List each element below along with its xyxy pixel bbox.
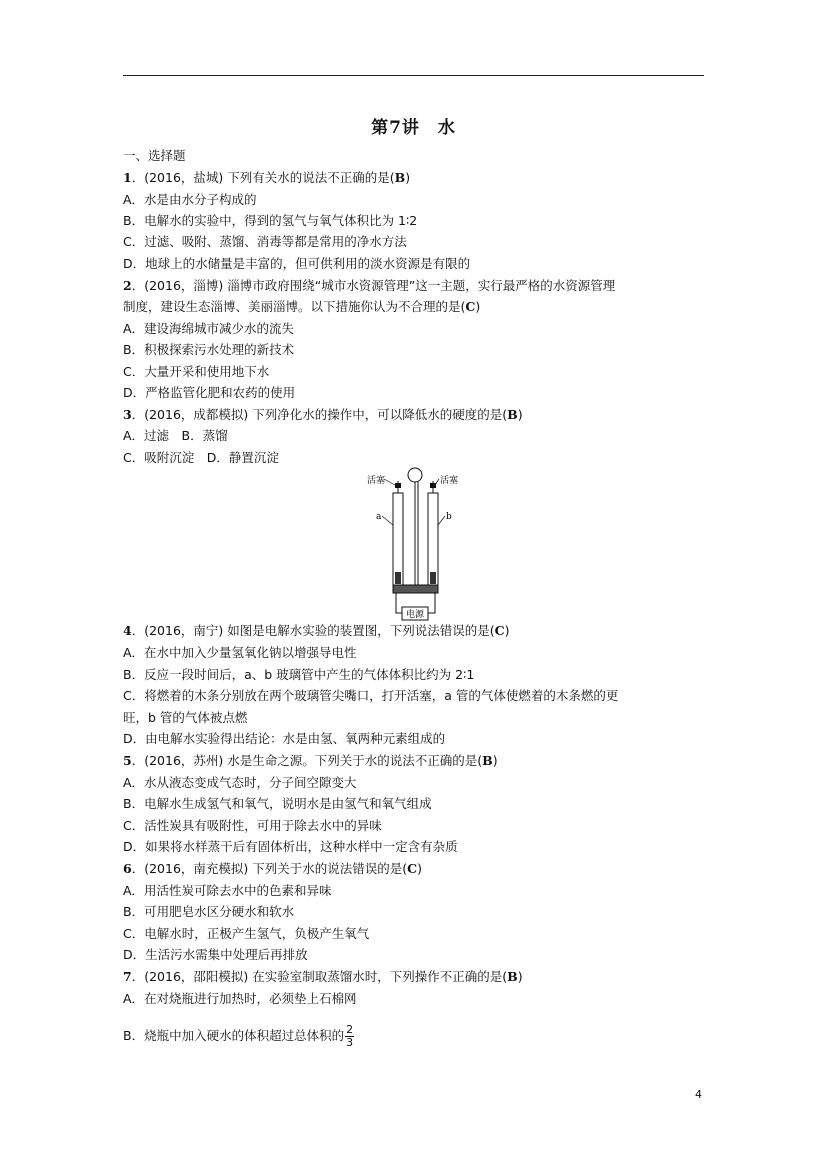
reservoir-bulb <box>408 468 422 482</box>
question-4-option-c-cont: 旺，b 管的气体被点燃 <box>123 710 248 725</box>
question-1-stem: 1．(2016，盐城) 下列有关水的说法不正确的是(B) <box>123 170 411 185</box>
question-5-option-a: A．水从液态变成气态时，分子间空隙变大 <box>123 775 357 790</box>
question-5-option-b: B．电解水生成氢气和氧气，说明水是由氢气和氧气组成 <box>123 796 432 811</box>
question-6-option-d: D．生活污水需集中处理后再排放 <box>123 947 308 962</box>
question-6-answer: C <box>407 861 418 876</box>
bottom-connector <box>393 585 438 593</box>
question-6-option-b: B．可用肥皂水区分硬水和软水 <box>123 904 295 919</box>
question-3-answer: B <box>507 407 518 422</box>
question-3-stem: 3．(2016，成都模拟) 下列净化水的操作中，可以降低水的硬度的是(B) <box>123 407 523 422</box>
question-2-option-b: B．积极探索污水处理的新技术 <box>123 342 295 357</box>
electrolysis-apparatus-figure <box>360 467 470 624</box>
question-5-option-d: D．如果将水样蒸干后有固体析出，这种水样中一定含有杂质 <box>123 839 458 854</box>
question-4-option-d: D．由电解水实验得出结论：水是由氢、氧两种元素组成的 <box>123 731 446 746</box>
fraction-two-thirds: $\frac{2}{3}$ <box>346 1023 354 1049</box>
question-2-stem: 2．(2016，淄博) 淄博市政府围绕“城市水资源管理”这一主题，实行最严格的水资源管理 <box>123 278 616 293</box>
question-2-option-c: C．大量开采和使用地下水 <box>123 364 270 379</box>
question-6-stem: 6．(2016，南充模拟) 下列关于水的说法错误的是(C) <box>123 861 422 876</box>
question-5-stem: 5．(2016，苏州) 水是生命之源。下列关于水的说法不正确的是(B) <box>123 753 498 768</box>
header-rule <box>123 75 704 76</box>
question-4-option-a: A．在水中加入少量氢氧化钠以增强导电性 <box>123 645 357 660</box>
question-1-option-d: D．地球上的水储量是丰富的，但可供利用的淡水资源是有限的 <box>123 256 471 271</box>
question-5-answer: B <box>482 753 493 768</box>
question-5-option-c: C．活性炭具有吸附性，可用于除去水中的异味 <box>123 818 382 833</box>
question-2-answer: C <box>465 299 476 314</box>
question-1-option-a: A．水是由水分子构成的 <box>123 192 257 207</box>
section-heading: 一、选择题 <box>123 148 186 163</box>
question-7-option-b: B．烧瓶中加入硬水的体积超过总体积的 $\frac{2}{3}$ <box>123 1023 354 1049</box>
tube-b-label: b <box>446 512 452 522</box>
page-number: 4 <box>695 1088 702 1101</box>
electrode-right <box>430 572 436 584</box>
question-4-option-c: C．将燃着的木条分别放在两个玻璃管尖嘴口，打开活塞，a 管的气体使燃着的木条燃的更 <box>123 688 619 703</box>
tube-a-label: a <box>376 512 382 522</box>
valve-left-label: 活塞 <box>367 476 386 486</box>
valve-left <box>395 483 401 488</box>
valve-right-label: 活塞 <box>440 476 459 486</box>
question-3-option-cd: C．吸附沉淀 D．静置沉淀 <box>123 450 279 465</box>
question-4-answer: C <box>494 623 505 638</box>
question-2-stem-cont: 制度，建设生态淄博、美丽淄博。以下措施你认为不合理的是(C) <box>123 299 481 314</box>
question-4-option-b: B．反应一段时间后，a、b 玻璃管中产生的气体体积比约为 2∶1 <box>123 667 475 682</box>
valve-right <box>430 483 436 488</box>
question-1-option-b: B．电解水的实验中，得到的氢气与氧气体积比为 1∶2 <box>123 213 418 228</box>
question-2-option-a: A．建设海绵城市减少水的流失 <box>123 321 295 336</box>
power-label: 电源 <box>405 610 425 620</box>
question-6-option-c: C．电解水时，正极产生氢气，负极产生氧气 <box>123 926 370 941</box>
question-7-option-a: A．在对烧瓶进行加热时，必须垫上石棉网 <box>123 991 357 1006</box>
question-7-stem: 7．(2016，邵阳模拟) 在实验室制取蒸馏水时，下列操作不正确的是(B) <box>123 969 523 984</box>
question-1-answer: B <box>394 170 406 185</box>
question-6-option-a: A．用活性炭可除去水中的色素和异味 <box>123 883 332 898</box>
question-3-option-ab: A．过滤 B．蒸馏 <box>123 428 228 443</box>
page-title: 第7讲 水 <box>371 118 456 138</box>
question-1-option-c: C．过滤、吸附、蒸馏、消毒等都是常用的净水方法 <box>123 234 407 249</box>
question-2-option-d: D．严格监管化肥和农药的使用 <box>123 385 296 400</box>
question-4-stem: 4．(2016，南宁) 如图是电解水实验的装置图，下列说法错误的是(C) <box>123 623 510 638</box>
electrode-left <box>395 572 401 584</box>
question-7-answer: B <box>507 969 518 984</box>
